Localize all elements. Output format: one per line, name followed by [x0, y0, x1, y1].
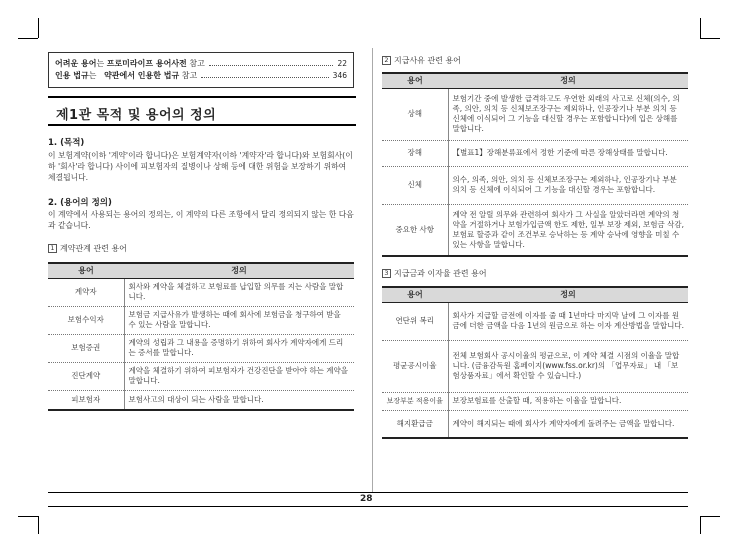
- caption-number: 3: [382, 269, 391, 278]
- crop-mark: [38, 516, 39, 534]
- caption-number: 2: [382, 56, 391, 65]
- footer-rule: [48, 492, 688, 493]
- table-row: 평균공시이율 전체 보험회사 공시이율의 평균으로, 이 계약 체결 시점의 이율을 말합니다. (금융감독원 홈페이지(www.fss.or.kr)의 「업무자료」 내 「보험상품자료」에서 확인할 수 있습니다.): [382, 340, 688, 392]
- definition-table: [382, 72, 688, 257]
- title-rule-bottom: [48, 124, 356, 126]
- table-row: 중요한 사항 계약 전 알릴 의무와 관련하여 회사가 그 사실을 알았더라면 계약의 청약을 거절하거나 보험가입금액 한도 제한, 일부 보장 제외, 보험금 삭감, 보험료 할증과 같이 조건부로 승낙하는 등 계약 승낙에 영향을 미칠 수 있는 사항을 말합니다.: [382, 204, 688, 256]
- crop-mark: [38, 18, 39, 38]
- table-row: 계약자 회사와 계약을 체결하고 보험료를 납입할 의무를 지는 사람을 말합니다.: [48, 278, 354, 306]
- table-row: 보장부분 적용이율 보장보험료를 산출할 때, 적용하는 이율을 말합니다.: [382, 392, 688, 410]
- table-row: 신체 의수, 의족, 의안, 의치 등 신체보조장구는 제외하나, 인공장기나 부분 의치 등 신체에 이식되어 그 기능을 대신할 경우는 포함합니다.: [382, 166, 688, 204]
- leader-dots: [201, 72, 328, 78]
- crop-mark: [700, 18, 701, 38]
- table-header: 용어 정의: [48, 263, 354, 278]
- definition-table: [382, 286, 688, 439]
- article-body: 이 계약에서 사용되는 용어의 정의는, 이 계약의 다른 조항에서 달리 정의되지 않는 한 다음과 같습니다.: [48, 210, 354, 230]
- caption-number: 1: [48, 244, 57, 253]
- definition-table: [48, 262, 354, 411]
- table-row: 피보험자 보험사고의 대상이 되는 사람을 말합니다.: [48, 390, 354, 410]
- article-heading: 2. (용어의 정의): [48, 198, 112, 208]
- table-row: 보험증권 계약의 성립과 그 내용을 증명하기 위하여 회사가 계약자에게 드리는 증서를 말합니다.: [48, 334, 354, 362]
- crop-mark: [700, 516, 720, 517]
- table-header: 용어 정의: [382, 73, 688, 88]
- section-title: 제1관 목적 및 용어의 정의: [56, 108, 217, 123]
- article-heading: 1. (목적): [48, 138, 85, 148]
- column-divider: [372, 48, 373, 492]
- page-number: 28: [360, 494, 373, 504]
- title-rule-top: [48, 96, 356, 98]
- table-caption: 1 계약관계 관련 용어: [48, 243, 127, 254]
- crop-mark: [18, 38, 38, 39]
- reference-row: 인용 법규 는 약관에서 인용한 법규 참고 346: [55, 71, 347, 80]
- footer-rule: [48, 506, 688, 507]
- table-row: 보험수익자 보험금 지급사유가 발생하는 때에 회사에 보험금을 청구하여 받을 수 있는 사람을 말합니다.: [48, 306, 354, 334]
- table-caption: 3 지급금과 이자율 관련 용어: [382, 268, 487, 279]
- crop-mark: [18, 516, 38, 517]
- article-body: 이 보험계약(이하 '계약'이라 합니다)은 보험계약자(이하 '계약자'라 합니다)와 보험회사(이하 '회사'라 합니다) 사이에 피보험자의 질병이나 상해 등에 대한 위험을 보장하기 위하여 체결됩니다.: [48, 151, 353, 182]
- reference-row: 어려운 용어 는 프로미라이프 용어사전 참고 22: [55, 59, 347, 68]
- leader-dots: [209, 60, 334, 66]
- table-row: 상해 보험기간 중에 발생한 급격하고도 우연한 외래의 사고로 신체(의수, 의족, 의안, 의치 등 신체보조장구는 제외하나, 인공장기나 부분 의치 등 신체에 이식되어 그 기능을 대신할 경우는 포함합니다)에 입은 상해를 말합니다.: [382, 88, 688, 140]
- table-row: 연단위 복리 회사가 지급할 금전에 이자를 줄 때 1년마다 마지막 날에 그 이자를 원금에 더한 금액을 다음 1년의 원금으로 하는 이자 계산방법을 말합니다.: [382, 302, 688, 340]
- crop-mark: [700, 516, 701, 534]
- table-header: 용어 정의: [382, 287, 688, 302]
- crop-mark: [700, 38, 720, 39]
- table-row: 해지환급금 계약이 해지되는 때에 회사가 계약자에게 돌려주는 금액을 말합니다.: [382, 410, 688, 438]
- table-caption: 2 지급사유 관련 용어: [382, 55, 461, 66]
- reference-box: [48, 52, 354, 88]
- table-row: 장해 【별표1】장해분류표에서 정한 기준에 따른 장해상태를 말합니다.: [382, 140, 688, 166]
- table-row: 진단계약 계약을 체결하기 위하여 피보험자가 건강진단을 받아야 하는 계약을 말합니다.: [48, 362, 354, 390]
